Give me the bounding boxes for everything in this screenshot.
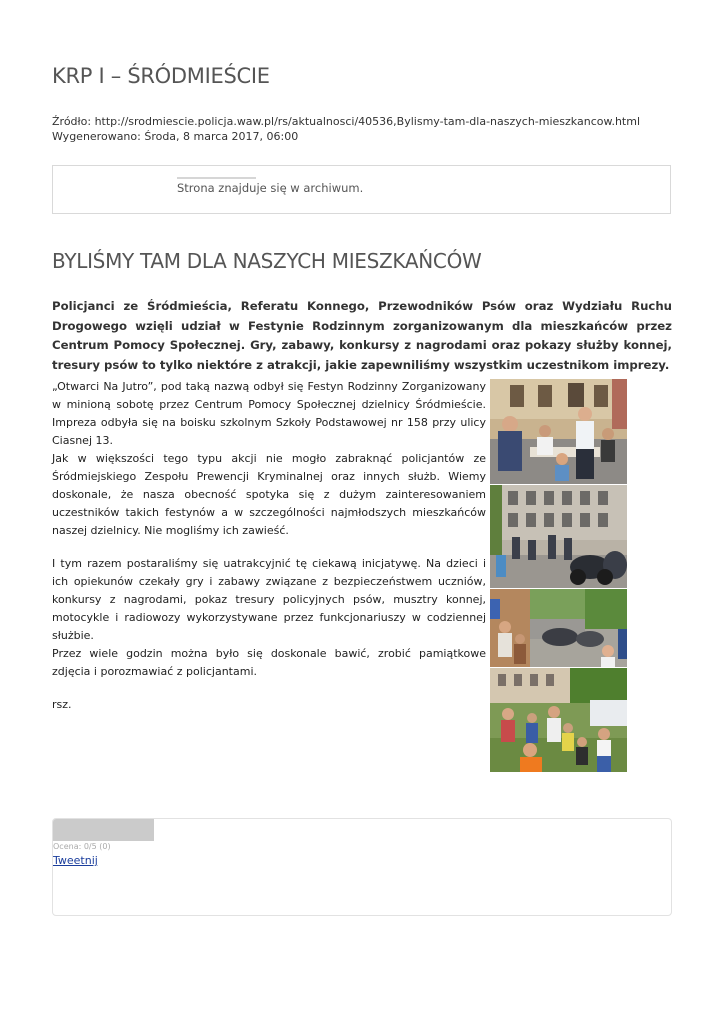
photo-crowd[interactable]: [490, 589, 627, 667]
rating-panel: [52, 818, 672, 916]
photo-families[interactable]: [490, 668, 627, 772]
archive-divider: [177, 177, 256, 179]
tweet-link[interactable]: Tweetnij: [53, 854, 98, 867]
source-meta: [52, 114, 640, 144]
photo-police-stand[interactable]: [490, 379, 627, 484]
article-paragraph: Jak w większości tego typu akcji nie mogło zabraknąć policjantów ze Śródmiejskiego Zespołu Prewencji Kryminalnej oraz innych służb. Wiemy doskonale, że nasza obecność spotyka się z dużym zainteresowaniem uczestników takich festynów a w szczególności najmłodszych mieszkańców naszej dzielnicy. Nie mogliśmy ich zawieść.: [52, 452, 486, 537]
article-paragraph: I tym razem postaraliśmy się uatrakcyjnić tę ciekawą inicjatywę. Na dzieci i ich opiekunów czekały gry i zabawy związane z bezpieczeństwem uczniów, konkursy z nagrodami, pokaz tresury policyjnych psów, musztry konnej, motocykle i radiowozy wykorzystywane przez funkcjonariuszy w codziennej służbie.: [52, 557, 486, 642]
article-body: [52, 378, 486, 714]
article-paragraph: „Otwarci Na Jutro”, pod taką nazwą odbył się Festyn Rodzinny Zorganizowany w minioną sobotę przez Centrum Pomocy Społecznej dzielnicy Śródmieście. Impreza odbyła się na boisku szkolnym Szkoły Podstawowej nr 158 przy ulicy Ciasnej 13.: [52, 380, 486, 447]
rating-text: Ocena: 0/5 (0): [53, 842, 111, 851]
photo-motorcycles[interactable]: [490, 485, 627, 588]
article-title: BYLIŚMY TAM DLA NASZYCH MIESZKAŃCÓW: [52, 249, 482, 273]
rating-stars-bar[interactable]: [53, 819, 154, 841]
site-title: KRP I – ŚRÓDMIEŚCIE: [52, 64, 270, 88]
article-lead: Policjanci ze Śródmieścia, Referatu Konnego, Przewodników Psów oraz Wydziału Ruchu Drogowego wzięli udział w Festynie Rodzinnym zorganizowanym dla mieszkańców przez Centrum Pomocy Społecznej. Gry, zabawy, konkursy z nagrodami oraz pokazy służby konnej, tresury psów to tylko niektóre z atrakcji, jakie zapewniliśmy wszystkim uczestnikom imprezy.: [52, 299, 672, 372]
article-signature: rsz.: [52, 698, 72, 711]
archive-notice-text: Strona znajduje się w archiwum.: [177, 181, 364, 195]
article-paragraph: Przez wiele godzin można było się doskonale bawić, zrobić pamiątkowe zdjęcia i porozmawiać z policjantami.: [52, 647, 486, 678]
generated-date-line: Wygenerowano: Środa, 8 marca 2017, 06:00: [52, 130, 299, 143]
archive-notice: [52, 165, 671, 214]
source-url-line: Źródło: http://srodmiescie.policja.waw.pl/rs/aktualnosci/40536,Bylismy-tam-dla-naszych-mieszkancow.html: [52, 115, 641, 128]
